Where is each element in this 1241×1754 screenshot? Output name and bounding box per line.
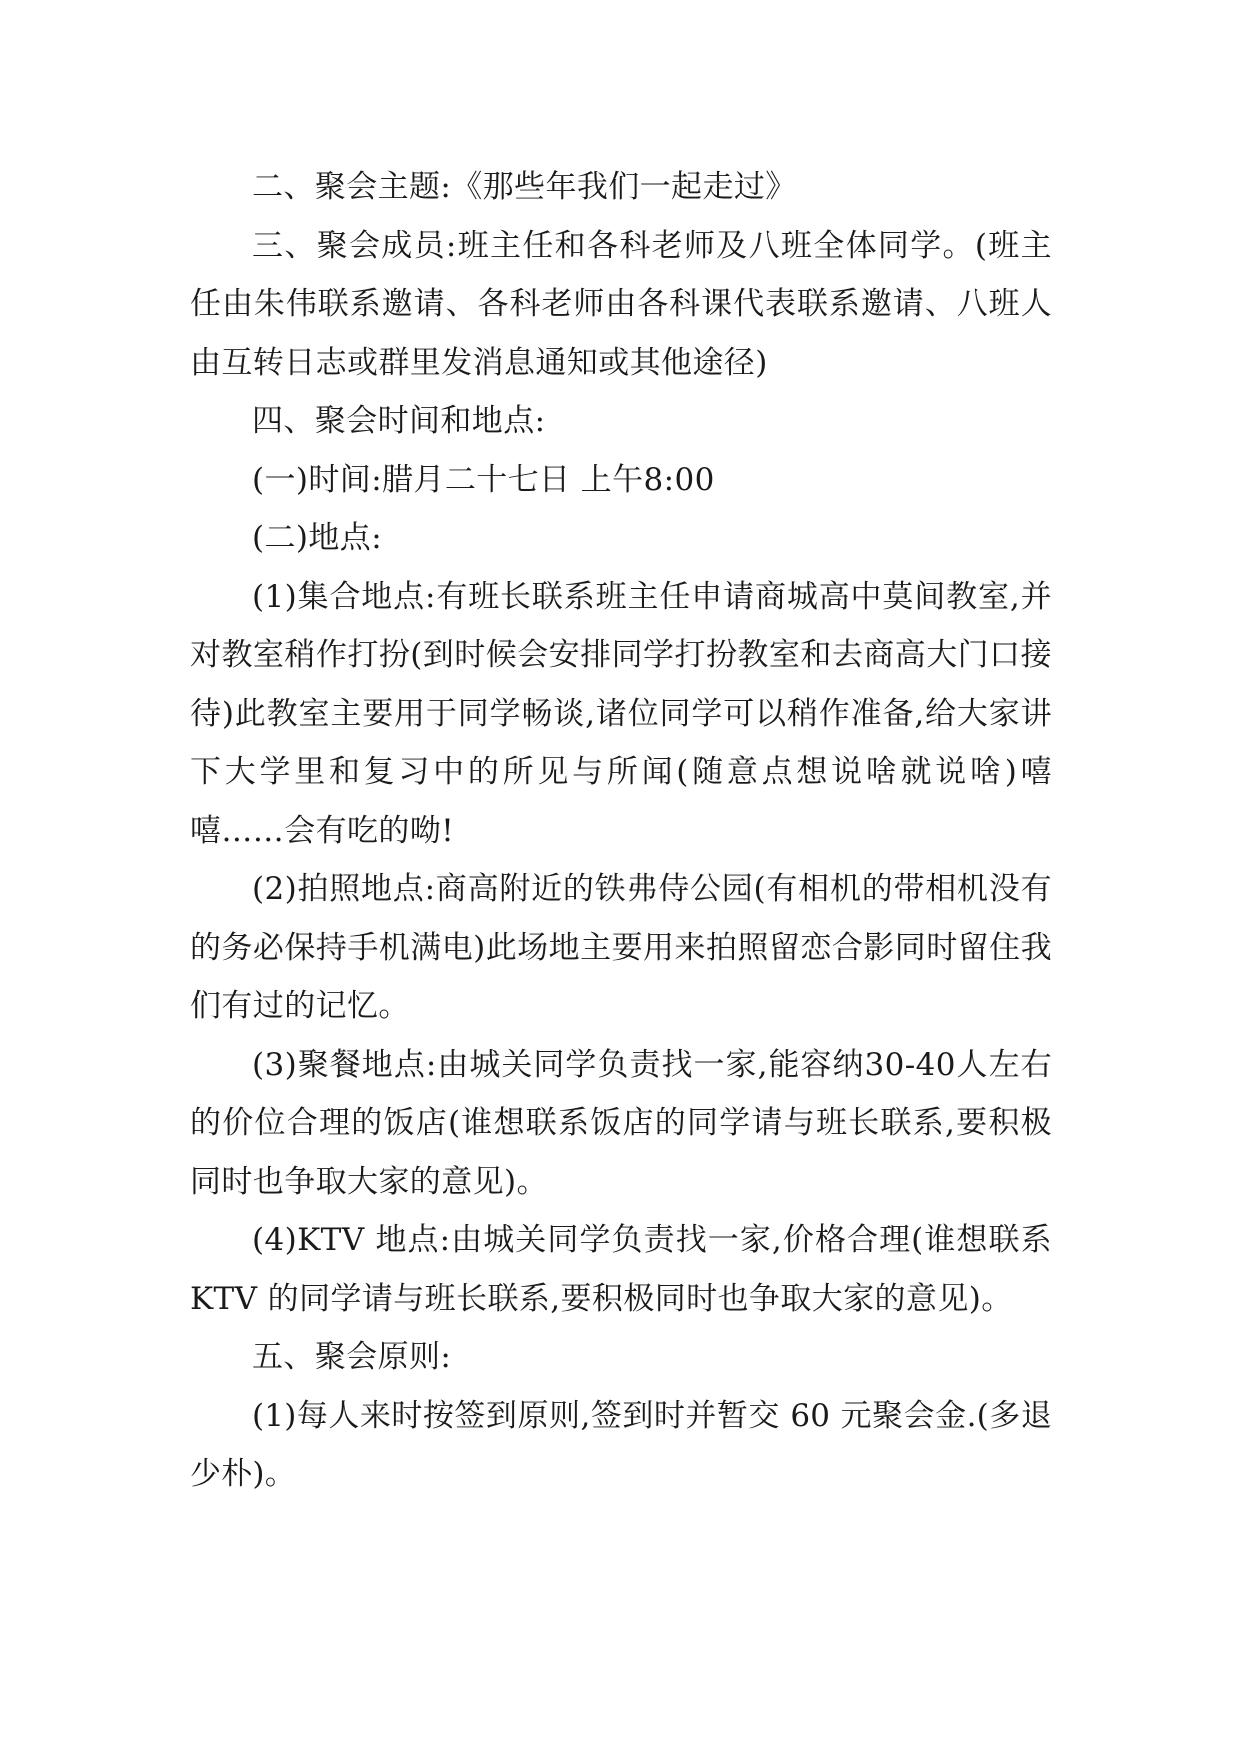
document-page <box>190 158 1052 1504</box>
place-photo: (2)拍照地点:商高附近的铁弗侍公园(有相机的带相机没有的务必保持手机满电)此场地主要用来拍照留恋合影同时留住我们有过的记忆。 <box>190 871 1052 1024</box>
place-ktv: (4)KTV 地点:由城关同学负责找一家,价格合理(谁想联系 KTV 的同学请与班长联系,要积极同时也争取大家的意见)。 <box>190 1222 1052 1317</box>
place-heading: (二)地点: <box>252 520 383 556</box>
section-theme: 二、聚会主题:《那些年我们一起走过》 <box>252 169 797 205</box>
time-item: (一)时间:腊月二十七日 上午8:00 <box>252 461 715 498</box>
principle-item: (1)每人来时按签到原则,签到时并暂交 60 元聚会金.(多退少朴)。 <box>190 1397 1052 1492</box>
section-members: 三、聚会成员:班主任和各科老师及八班全体同学。(班主任由朱伟联系邀请、各科老师由各科课代表联系邀请、八班人由互转日志或群里发消息通知或其他途径) <box>190 227 1052 381</box>
place-dinner: (3)聚餐地点:由城关同学负责找一家,能容纳30-40人左右的价位合理的饭店(谁想联系饭店的同学请与班长联系,要积极同时也争取大家的意见)。 <box>190 1046 1052 1200</box>
section-principles-heading: 五、聚会原则: <box>252 1339 452 1375</box>
section-time-place-heading: 四、聚会时间和地点: <box>252 403 546 439</box>
place-gathering: (1)集合地点:有班长联系班主任申请商城高中莫间教室,并对教室稍作打扮(到时候会安排同学打扮教室和去商高大门口接待)此教室主要用于同学畅谈,诸位同学可以稍作准备,给大家讲下大学里和复习中的所见与所闻(随意点想说啥就说啥)嘻嘻……会有吃的呦! <box>190 578 1052 849</box>
